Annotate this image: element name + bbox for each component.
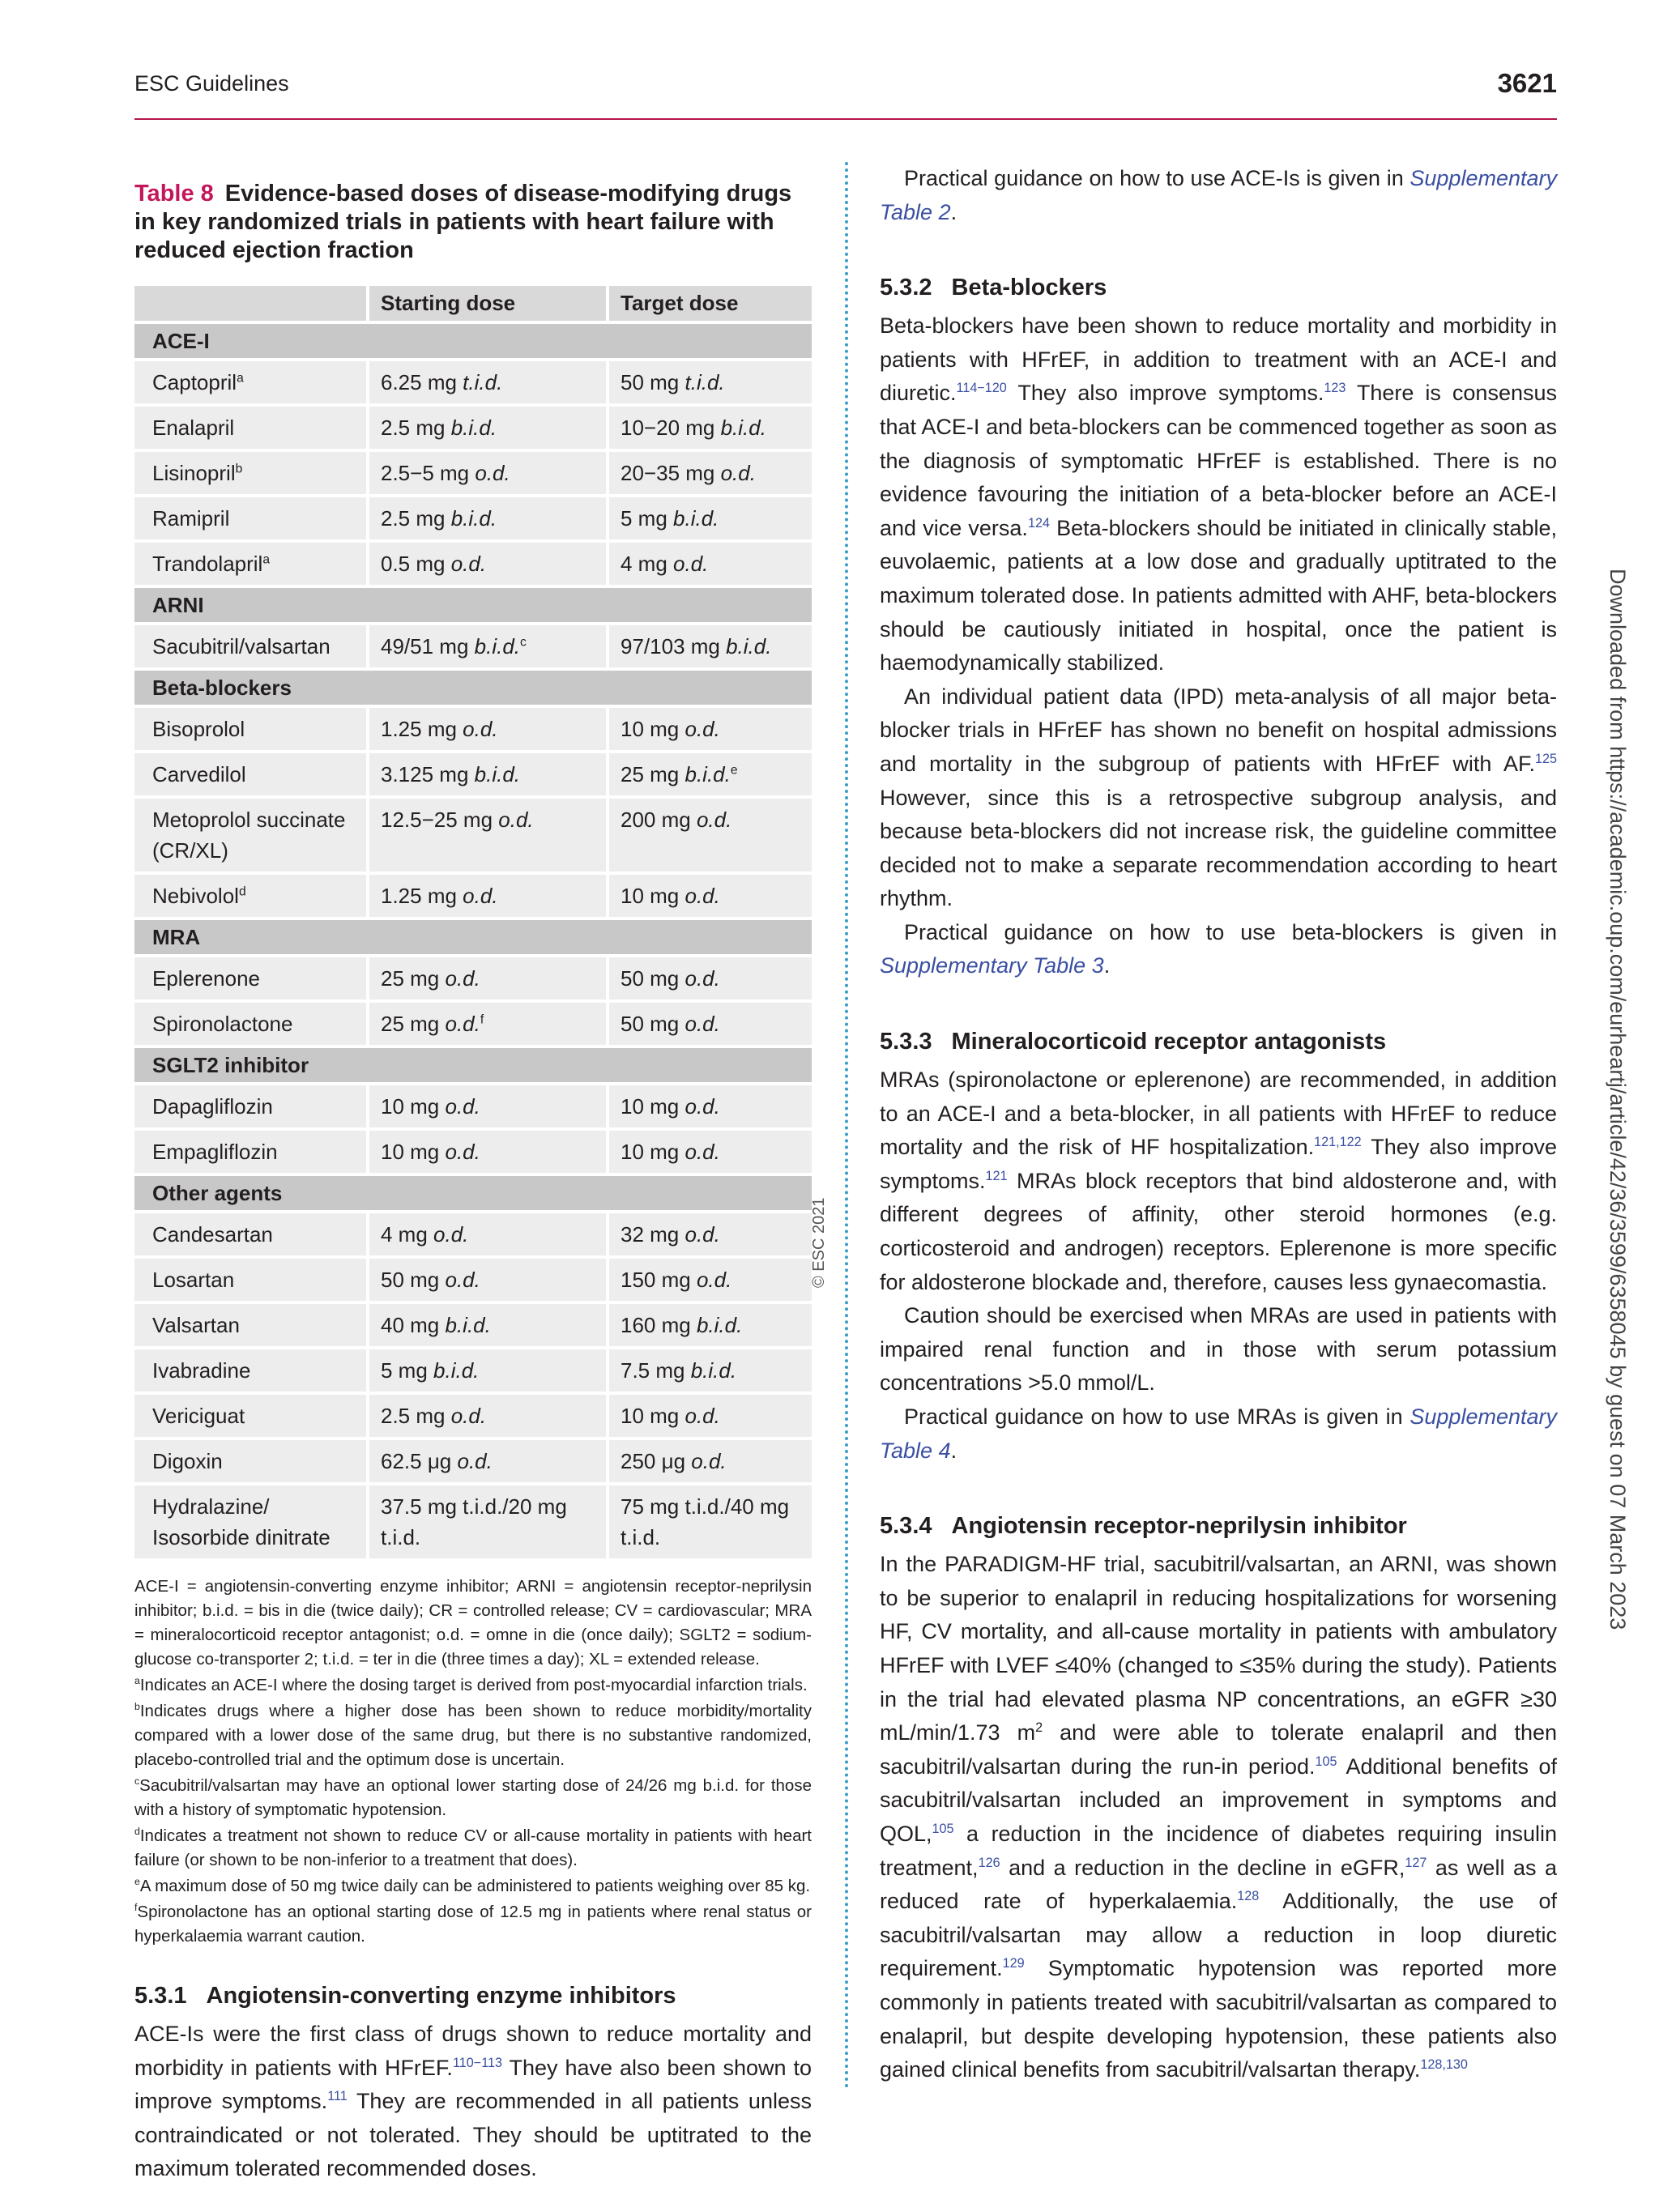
- dose-frequency: o.d.: [684, 717, 720, 741]
- table-number: Table 8: [134, 181, 214, 207]
- citation[interactable]: 129: [1002, 1956, 1025, 1971]
- target-dose: 97/103 mg: [621, 634, 727, 658]
- target-dose: 150 mg: [621, 1268, 697, 1292]
- dose-frequency: o.d.: [463, 884, 498, 908]
- dose-frequency: b.i.d.: [450, 416, 497, 440]
- footnote-mark: f: [480, 1012, 484, 1027]
- table-row: [134, 361, 812, 403]
- starting-dose: 0.5 mg: [381, 552, 451, 576]
- drug-name: Ivabradine: [152, 1358, 251, 1383]
- starting-dose: 6.25 mg: [381, 370, 463, 394]
- target-dose: 250 μg: [621, 1449, 692, 1473]
- table-header-row: [134, 286, 812, 321]
- section-heading: 5.3.3 Mineralocorticoid receptor antagonists: [880, 1029, 1387, 1055]
- dose-frequency: o.d.: [445, 966, 480, 991]
- dose-frequency: o.d.: [445, 1094, 480, 1119]
- target-dose: 10 mg: [621, 717, 685, 741]
- table-row: [134, 543, 812, 585]
- paragraph: Beta-blockers have been shown to reduce mortality and morbidity in patients with HFrEF, in addition to treatment with an ACE-I and diuretic.$^{114-120}$ They also improve symptoms.$^{123}$ There is consensus that ACE-I and beta-blockers can be commenced together as soon as the diagnosis of symptomatic HFrEF is established. There is no evidence favouring the initiation of a beta-blocker before an ACE-I and vice versa.$^{124}$ Beta-blockers should be initiated in clinically stable, euvolaemic, patients at a low dose and gradually uptitrated to the maximum tolerated dose. In patients admitted with AHF, beta-blockers should be cautiously initiated in hospital, once the patient is haemodynamically stabilized.: [880, 313, 1557, 676]
- citation[interactable]: 114−120: [956, 381, 1007, 396]
- dose-frequency: o.d.: [433, 1222, 469, 1247]
- citation[interactable]: 126: [978, 1855, 1000, 1870]
- footnote: $^f$Spironolactone has an optional starting dose of 12.5 mg in patients where renal status or hyperkalaemia warrant caution.: [134, 1902, 812, 1946]
- table-row: [134, 1349, 812, 1392]
- table-row: [134, 1213, 812, 1255]
- dose-frequency: b.i.d.: [673, 506, 719, 531]
- target-dose: 4 mg: [621, 552, 674, 576]
- dose-frequency: o.d.: [457, 1449, 493, 1473]
- table-row: [134, 753, 812, 795]
- footnote-mark: a: [237, 371, 244, 386]
- target-dose: 10−20 mg: [621, 416, 721, 440]
- table-row: [134, 407, 812, 449]
- drug-name: Ramipril: [152, 506, 230, 531]
- section-5-3-3: [880, 1029, 1557, 1468]
- target-dose: 20−35 mg: [621, 461, 721, 485]
- table-row: [134, 1003, 812, 1045]
- target-dose: 160 mg: [621, 1313, 697, 1337]
- footnote-mark: a: [262, 552, 271, 567]
- section-5-3-4: [880, 1513, 1557, 2087]
- drug-name: Valsartan: [152, 1313, 240, 1337]
- dose-frequency: o.d.: [684, 1012, 720, 1036]
- starting-dose: 25 mg: [381, 1012, 446, 1036]
- download-watermark: Downloaded from https://academic.oup.com/eurheartj/article/42/36/3599/6358045 by guest on 07 March 2023: [1606, 569, 1630, 1630]
- dose-frequency: o.d.: [450, 1404, 487, 1428]
- target-dose: 200 mg: [621, 808, 697, 832]
- dose-frequency: o.d.: [673, 552, 709, 576]
- drug-name: Lisinopril: [152, 461, 236, 485]
- paragraph: MRAs (spironolactone or eplerenone) are recommended, in addition to an ACE-I and a beta-blocker, in all patients with HFrEF to reduce mortality and the risk of HF hospitalization.$^{121,122}$ They also improve symptoms.$^{121}$ MRAs block receptors that bind aldosterone and, with different degrees of affinity, other steroid hormones (e.g. corticosteroid and androgen) receptors. Eplerenone is more specific for aldosterone blockade and, therefore, causes less gynaecomastia.: [880, 1068, 1557, 1294]
- header-starting-dose: Starting dose: [366, 286, 606, 321]
- dose-frequency: o.d.: [684, 1140, 720, 1164]
- section-5-3-1: [134, 1983, 812, 2186]
- starting-dose: 2.5−5 mg: [381, 461, 476, 485]
- table-row: [134, 452, 812, 494]
- starting-dose: 62.5 μg: [381, 1449, 458, 1473]
- dose-frequency: b.i.d.: [433, 1358, 480, 1383]
- dose-frequency: o.d.: [445, 1140, 480, 1164]
- target-dose: 50 mg: [621, 1012, 685, 1036]
- citation[interactable]: 123: [1324, 381, 1346, 396]
- paragraph: An individual patient data (IPD) meta-analysis of all major beta-blocker trials in HFrEF has shown no benefit on hospital admissions and mortality in the subgroup of patients with HFrEF with AF.$^{125}$ However, since this is a retrospective subgroup analysis, and because beta-blockers did not increase risk, the guideline committee decided not to make a separate recommendation according to heart rhythm.: [880, 684, 1557, 911]
- table-title: Evidence-based doses of disease-modifying drugs in key randomized trials in patients with heart failure with reduced ejection fraction: [134, 181, 792, 263]
- citation[interactable]: 128,130: [1420, 2057, 1468, 2073]
- target-dose: 10 mg: [621, 1140, 685, 1164]
- starting-dose: 4 mg: [381, 1222, 434, 1247]
- dose-frequency: o.d.: [696, 1268, 732, 1292]
- footnote-mark: d: [238, 884, 246, 899]
- dose-frequency: b.i.d.: [696, 1313, 743, 1337]
- dose-frequency: o.d.: [684, 1404, 720, 1428]
- starting-dose: 5 mg: [381, 1358, 434, 1383]
- drug-name: Digoxin: [152, 1449, 223, 1473]
- footnote: $^b$Indicates drugs where a higher dose has been shown to reduce morbidity/mortality compared with a lower dose of the same drug, but there is no substantive randomized, placebo-controlled trial and the optimum dose is uncertain.: [134, 1701, 812, 1769]
- drug-name: Enalapril: [152, 416, 235, 440]
- starting-dose: 2.5 mg: [381, 416, 451, 440]
- target-dose: 75 mg t.i.d./40 mg t.i.d.: [621, 1494, 790, 1549]
- starting-dose: 3.125 mg: [381, 762, 475, 786]
- drug-name: Spironolactone: [152, 1012, 293, 1036]
- drug-name: Losartan: [152, 1268, 235, 1292]
- target-dose: 10 mg: [621, 1404, 685, 1428]
- citation[interactable]: 124: [1027, 515, 1050, 531]
- drug-name: Captopril: [152, 370, 237, 394]
- table-row: [134, 708, 812, 750]
- right-column: [880, 162, 1557, 2087]
- group-row-arni: ARNI: [134, 588, 812, 622]
- starting-dose: 1.25 mg: [381, 884, 463, 908]
- drug-name: Metoprolol succinate (CR/XL): [152, 808, 346, 863]
- group-row-other-agents: Other agents: [134, 1176, 812, 1210]
- drug-name: Sacubitril/valsartan: [152, 634, 331, 658]
- footnote-abbreviations: ACE-I = angiotensin-converting enzyme inhibitor; ARNI = angiotensin receptor-neprilysin inhibitor; b.i.d. = bis in die (twice daily); CR = controlled release; CV = cardiovascular; MRA = mineralocorticoid receptor antagonist; o.d. = omne in die (once daily); SGLT2 = sodium-glucose co-transporter 2; t.i.d. = ter in die (three times a day); XL = extended release.: [134, 1577, 812, 1669]
- starting-dose: 2.5 mg: [381, 506, 451, 531]
- header-target-dose: Target dose: [606, 286, 812, 321]
- footnote: $^a$Indicates an ACE-I where the dosing target is derived from post-myocardial infarction trials.: [134, 1675, 808, 1694]
- starting-dose: 25 mg: [381, 966, 446, 991]
- footnote-mark: b: [235, 462, 243, 476]
- dose-frequency: o.d.: [684, 966, 720, 991]
- section-heading: 5.3.2 Beta-blockers: [880, 275, 1107, 301]
- esc-copyright-mark: © ESC 2021: [810, 1197, 828, 1288]
- dose-frequency: b.i.d.: [690, 1358, 737, 1383]
- table-row: [134, 1485, 812, 1558]
- dose-frequency: o.d.: [445, 1268, 480, 1292]
- drug-name: Hydralazine/ Isosorbide dinitrate: [152, 1494, 331, 1549]
- table-row: [134, 1259, 812, 1301]
- footnote: $^e$A maximum dose of 50 mg twice daily can be administered to patients weighing over 85 kg.: [134, 1876, 811, 1895]
- drug-name: Nebivolol: [152, 884, 239, 908]
- drug-name: Vericiguat: [152, 1404, 245, 1428]
- dose-frequency: b.i.d.: [474, 634, 521, 658]
- page-number: 3621: [1497, 68, 1557, 98]
- dose-frequency: o.d.: [684, 884, 720, 908]
- citation[interactable]: 105: [1315, 1754, 1337, 1769]
- citation[interactable]: 125: [1534, 751, 1557, 766]
- table-row: [134, 1304, 812, 1346]
- table-row: [134, 625, 812, 667]
- table-row: [134, 1085, 812, 1127]
- drug-name: Empagliflozin: [152, 1140, 278, 1164]
- starting-dose: 37.5 mg t.i.d./20 mg t.i.d.: [381, 1494, 567, 1549]
- supplementary-table-link[interactable]: Supplementary Table 2: [880, 166, 1557, 224]
- starting-dose: 2.5 mg: [381, 1404, 451, 1428]
- section-heading: 5.3.1 Angiotensin-converting enzyme inhibitors: [134, 1983, 676, 2009]
- drug-name: Dapagliflozin: [152, 1094, 273, 1119]
- target-dose: 50 mg: [621, 966, 685, 991]
- starting-dose: 10 mg: [381, 1094, 446, 1119]
- table-row: [134, 497, 812, 539]
- dose-frequency: b.i.d.: [445, 1313, 491, 1337]
- paragraph: Practical guidance on how to use ACE-Is is given in Supplementary Table 2.: [880, 166, 1557, 224]
- dose-frequency: o.d.: [450, 552, 487, 576]
- journal-name: ESC Guidelines: [134, 71, 289, 96]
- target-dose: 10 mg: [621, 884, 685, 908]
- section-5-3-2: [880, 275, 1557, 983]
- dose-frequency: b.i.d.: [684, 762, 731, 786]
- table-row: [134, 1131, 812, 1173]
- header-blank: [134, 286, 366, 321]
- paragraph: ACE-Is were the first class of drugs shown to reduce mortality and morbidity in patients with HFrEF.$^{110-113}$ They have also been shown to improve symptoms.$^{111}$ They are recommended in all patients unless contraindicated or not tolerated. They should be uptitrated to the maximum tolerated recommended doses.: [134, 2022, 812, 2181]
- footnote: $^c$Sacubitril/valsartan may have an optional lower starting dose of 24/26 mg b.i.d. for those with a history of symptomatic hypotension.: [134, 1775, 812, 1819]
- citation[interactable]: 128: [1237, 1889, 1260, 1904]
- dose-frequency: b.i.d.: [474, 762, 521, 786]
- paragraph: In the PARADIGM-HF trial, sacubitril/valsartan, an ARNI, was shown to be superior to enalapril in reducing hospitalizations for worsening HF, CV mortality, and all-cause mortality in patients with ambulatory HFrEF with LVEF ≤40% (changed to ≤35% during the study). Patients in the trial had elevated plasma NP concentrations, an eGFR ≥30 mL/min/1.73 $m^2$ and were able to tolerate enalapril and then sacubitril/valsartan during the run-in period.$^{105}$ Additional benefits of sacubitril/valsartan included an improvement in symptoms and QOL,$^{105}$ a reduction in the incidence of diabetes requiring insulin treatment,$^{126}$ and a reduction in the decline in eGFR,$^{127}$ as well as a reduced rate of hyperkalaemia.$^{128}$ Additionally, the use of sacubitril/valsartan may allow a reduction in loop diuretic requirement.$^{129}$ Symptomatic hypotension was reported more commonly in patients treated with sacubitril/valsartan as compared to enalapril, but despite developing hypotension, these patients also gained clinical benefits from sacubitril/valsartan therapy.$^{128,130}$: [880, 1552, 1558, 2082]
- drug-name: Candesartan: [152, 1222, 273, 1247]
- paragraph: Caution should be exercised when MRAs are used in patients with impaired renal function and in those with serum potassium concentrations >5.0 mmol/L.: [880, 1303, 1557, 1396]
- section-heading: 5.3.4 Angiotensin receptor-neprilysin inhibitor: [880, 1513, 1407, 1540]
- dose-frequency: b.i.d.: [726, 634, 772, 658]
- paragraph: Practical guidance on how to use MRAs is given in Supplementary Table 4.: [880, 1404, 1557, 1463]
- footnote-mark: e: [730, 763, 738, 778]
- dose-frequency: b.i.d.: [450, 506, 497, 531]
- target-dose: 5 mg: [621, 506, 674, 531]
- starting-dose: 10 mg: [381, 1140, 446, 1164]
- target-dose: 50 mg: [621, 370, 685, 394]
- left-column: [134, 180, 812, 2186]
- dose-frequency: o.d.: [445, 1012, 480, 1036]
- target-dose: 25 mg: [621, 762, 685, 786]
- table-caption: [134, 180, 812, 265]
- dose-frequency: o.d.: [684, 1094, 720, 1119]
- citation[interactable]: 110−113: [452, 2055, 503, 2070]
- supplementary-table-link[interactable]: Supplementary Table 3: [880, 953, 1104, 978]
- starting-dose: 12.5−25 mg: [381, 808, 499, 832]
- drug-name: Trandolapril: [152, 552, 263, 576]
- paragraph: Practical guidance on how to use beta-blockers is given in Supplementary Table 3.: [880, 919, 1557, 978]
- drug-name: Carvedilol: [152, 762, 246, 786]
- dose-frequency: o.d.: [475, 461, 510, 485]
- starting-dose: 40 mg: [381, 1313, 446, 1337]
- drug-name: Bisoprolol: [152, 717, 245, 741]
- dose-frequency: t.i.d.: [463, 370, 503, 394]
- footnote-mark: c: [520, 635, 527, 650]
- table-row: [134, 957, 812, 999]
- table-footnotes: [134, 1575, 812, 1949]
- dose-frequency: o.d.: [684, 1222, 720, 1247]
- citation[interactable]: 105: [932, 1821, 954, 1836]
- dose-frequency: b.i.d.: [720, 416, 766, 440]
- column-divider: [845, 162, 848, 2090]
- dose-frequency: o.d.: [463, 717, 498, 741]
- table-row: [134, 1440, 812, 1482]
- group-row-ace-i: ACE-I: [134, 324, 812, 358]
- target-dose: 10 mg: [621, 1094, 685, 1119]
- citation[interactable]: 127: [1405, 1855, 1427, 1870]
- drug-name: Eplerenone: [152, 966, 260, 991]
- header-rule: [134, 118, 1557, 120]
- citation[interactable]: 121,122: [1314, 1135, 1362, 1150]
- dose-frequency: o.d.: [498, 808, 534, 832]
- dose-frequency: o.d.: [696, 808, 732, 832]
- dose-frequency: o.d.: [691, 1449, 727, 1473]
- group-row-beta-blockers: Beta-blockers: [134, 671, 812, 705]
- citation[interactable]: 121: [985, 1168, 1008, 1183]
- dose-frequency: o.d.: [720, 461, 756, 485]
- dose-frequency: t.i.d.: [684, 370, 725, 394]
- target-dose: 32 mg: [621, 1222, 685, 1247]
- table-row: [134, 1395, 812, 1437]
- target-dose: 7.5 mg: [621, 1358, 691, 1383]
- starting-dose: 50 mg: [381, 1268, 446, 1292]
- group-row-mra: MRA: [134, 920, 812, 954]
- footnote: $^d$Indicates a treatment not shown to reduce CV or all-cause mortality in patients with heart failure (or shown to be non-inferior to a treatment that does).: [134, 1826, 812, 1869]
- dose-table: [134, 283, 812, 1562]
- supplementary-table-link[interactable]: Supplementary Table 4: [880, 1404, 1557, 1463]
- starting-dose: 49/51 mg: [381, 634, 475, 658]
- citation[interactable]: 111: [327, 2089, 348, 2104]
- group-row-sglt2: SGLT2 inhibitor: [134, 1048, 812, 1082]
- starting-dose: 1.25 mg: [381, 717, 463, 741]
- table-row: [134, 875, 812, 917]
- table-row: [134, 799, 812, 872]
